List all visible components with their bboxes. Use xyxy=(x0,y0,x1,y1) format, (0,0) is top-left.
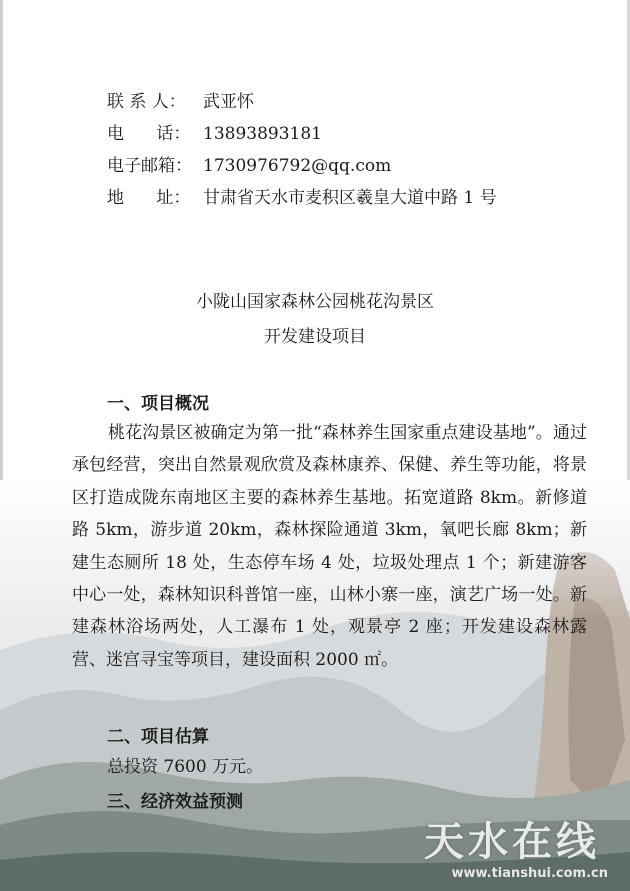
section-body-overview: 桃花沟景区被确定为第一批“森林养生国家重点建设基地”。通过承包经营，突出自然景观欣赏及森林康养、保健、养生等功能，将景区打造成陇东南地区主要的森林养生基地。拓宽道路 8km。新修道路 5km，游步道 20km，森林探险通道 3km，氧吧长廊 8km；新建生态厕所 18 处，生态停车场 4 处，垃圾处理点 1 个；新建游客中心一处，森林知识科普馆一座，山林小寨一座，演艺广场一处。新建森林浴场两处，人工瀑布 1 处，观景亭 2 座；开发建设森林露营、迷宫寻宝等项目，建设面积 2000 ㎡。 xyxy=(72,423,587,670)
phone-row xyxy=(107,118,497,150)
section-heading-overview: 一、项目概况 xyxy=(107,394,209,414)
phone-label: 电 话： xyxy=(107,124,191,144)
section-body-estimate: 总投资 7600 万元。 xyxy=(107,757,264,777)
phone-value: 13893893181 xyxy=(203,124,322,144)
address-label: 地 址： xyxy=(107,188,191,208)
email-row xyxy=(107,150,497,182)
contact-block xyxy=(107,86,497,214)
address-row xyxy=(107,182,497,214)
address-value: 甘肃省天水市麦积区羲皇大道中路 1 号 xyxy=(203,188,497,208)
contact-person-value: 武亚怀 xyxy=(203,92,254,112)
section-heading-estimate: 二、项目估算 xyxy=(107,727,209,747)
project-title: 小陇山国家森林公园桃花沟景区 xyxy=(196,292,434,312)
section-heading-benefit: 三、经济效益预测 xyxy=(107,792,243,812)
watermark-url: www.tianshui.com.cn xyxy=(451,866,608,881)
contact-person-label: 联 系 人： xyxy=(107,92,186,112)
email-label: 电子邮箱： xyxy=(107,156,192,176)
watermark-logo: 天水在线 xyxy=(424,819,600,865)
email-value: 1730976792@qq.com xyxy=(203,156,392,176)
project-subtitle: 开发建设项目 xyxy=(264,327,366,347)
contact-person-row xyxy=(107,86,497,118)
